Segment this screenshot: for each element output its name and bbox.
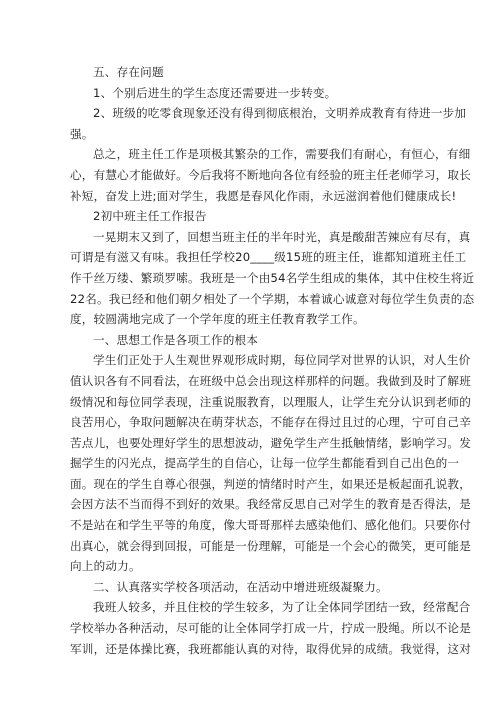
section-two-body: 我班人较多，并且住校的学生较多，为了让全体同学团结一致，经常配合 学校举办各种活动，尽可能的让全体同学打成一片，拧成一股绳。所以不论是 军训，还是体操比赛，我班都能认真的对待，取得优异的成绩。我觉得，这对 <box>70 600 471 656</box>
report-title: 2初中班主任工作报告 <box>93 209 207 224</box>
section-one-body: 学生们正处于人生观世界观形成时期，每位同学对世界的认识，对人生价 值认识各有不同看法，在班级中总会出现这样那样的问题。我做到及时了解班 级情况和每位同学表现，注重说服教育，以理服人，让学生充分认识到老师的 良苦用心，争取问题解决在萌芽状态，不能存在得过且过的心理，宁可自己辛 苦点儿，也要处理好学生的思想波动，避免学生产生抵触情绪，影响学习。发 掘学生的闪光点，提高学生的自信心，让每一位学生都能看到自己出色的一 面。现在的学生自尊心很强，判逆的情绪时时产生，如果还是板起面孔说教， 会因方法不当而得不到好的效果。我经常反思自己对学生的教育是否得法，是 不是站在和学生平等的角度，像大哥哥那样去感染他们、感化他们。只要你付 出真心，就会得到回报，可能是一份理解，可能是一个会心的微笑，更可能是 向上的动力。 <box>70 353 471 574</box>
section-one-heading: 一、思想工作是各项工作的根本 <box>93 332 259 347</box>
summary-paragraph: 总之，班主任工作是项极其繁杂的工作，需要我们有耐心，有恒心，有细 心，有慧心才能做好。今后我将不断地向各位有经验的班主任老师学习，取长 补短，奋发上进;面对学生，我愿是春风化作雨，永远滋润着他们健康成长! <box>70 147 471 203</box>
section-five-heading: 五、存在问题 <box>93 65 164 79</box>
section-two-heading: 二、认真落实学校各项活动，在活动中增进班级凝聚力。 <box>93 579 388 594</box>
intro-paragraph: 一晃期末又到了，回想当班主任的半年时光，真是酸甜苦辣应有尽有，真 可谓是有滋又有味。我担任学校20____级15班的班主任，谁都知道班主任工 作千丝万缕、繁琐罗嗦。我班是一个由54名学生组成的集体，其中住校生将近 22名。我已经和他们朝夕相处了一个学期，本着诚心诚意对每位学生负责的态 度，较圆满地完成了一个学年度的班主任教育教学工作。 <box>70 229 475 327</box>
problem-1-paragraph: 1、个别后进生的学生态度还需要进一步转变。 <box>93 85 337 100</box>
problem-2-paragraph: 2、班级的吃零食现象还没有得到彻底根治，文明养成教育有待进一步加 强。 <box>70 106 467 141</box>
